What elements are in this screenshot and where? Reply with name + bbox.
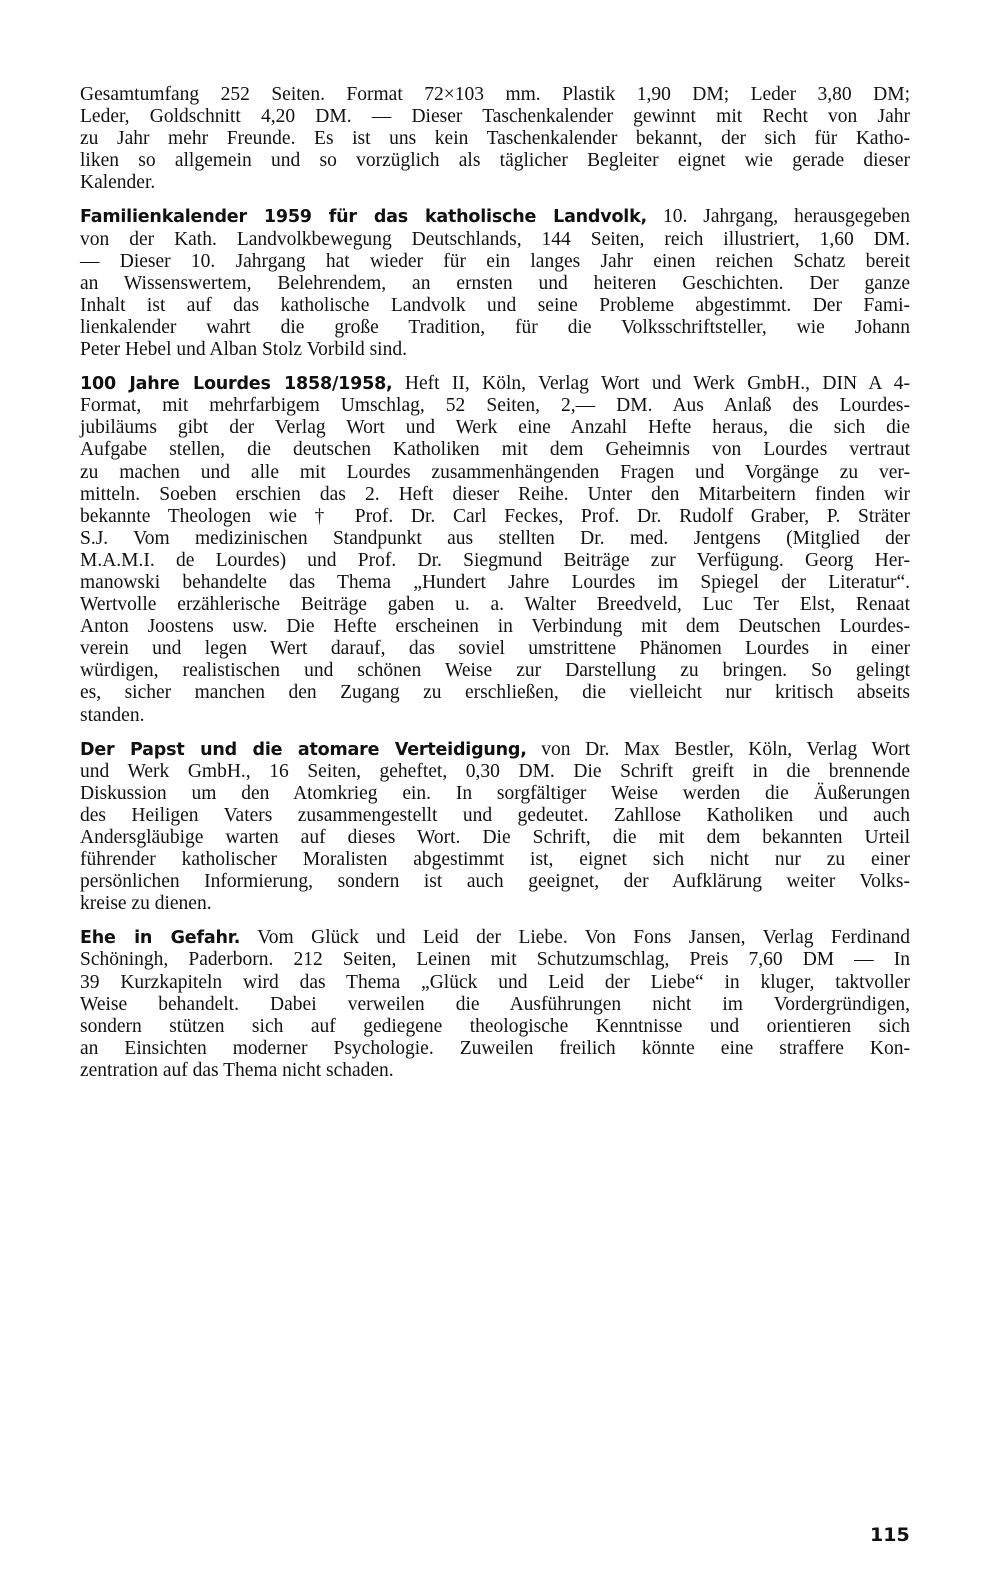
line-text: Wertvolle erzählerische Beiträge gaben u. a. Walter Breedveld, Luc Ter Elst, Renaat (80, 594, 910, 616)
text-line (80, 949, 910, 971)
line-text: liken so allgemein und so vorzüglich als täglicher Begleiter eignet wie gerade dieser (80, 150, 910, 172)
text-line (80, 506, 910, 528)
text-line (80, 1038, 910, 1060)
text-line (80, 638, 910, 660)
line-text: persönlichen Informierung, sondern ist auch geeignet, der Aufklärung weiter Volks- (80, 871, 910, 893)
line-text: bekannte Theologen wie † Prof. Dr. Carl Feckes, Prof. Dr. Rudolf Graber, P. Sträter (80, 505, 910, 527)
line-text: Andersgläubige warten auf dieses Wort. Die Schrift, die mit dem bekannten Urteil (80, 827, 910, 848)
line-text: und Werk GmbH., 16 Seiten, geheftet, 0,30 DM. Die Schrift greift in die brennende (80, 760, 910, 782)
line-text: von Dr. Max Bestler, Köln, Verlag Wort (526, 738, 910, 760)
text-line (80, 827, 910, 849)
text-line (80, 849, 910, 871)
text-line (80, 395, 910, 417)
text-line (80, 871, 910, 893)
line-text: S.J. Vom medizinischen Standpunkt aus stellten Dr. med. Jentgens (Mitglied der (80, 527, 910, 549)
text-line (80, 783, 910, 805)
text-line (80, 805, 910, 827)
line-text: Heft II, Köln, Verlag Wort und Werk GmbH., DIN A 4- (392, 373, 910, 395)
paragraph-papst (80, 739, 910, 916)
text-line (80, 373, 910, 395)
text-line (80, 273, 910, 295)
line-text: — Dieser 10. Jahrgang hat wieder für ein langes Jahr einen reichen Schatz bereit (80, 250, 910, 272)
text-line (80, 660, 910, 682)
line-text: kreise zu dienen. (80, 893, 212, 915)
line-text: standen. (80, 704, 145, 726)
line-text: des Heiligen Vaters zusammengestellt und gedeutet. Zahllose Katholiken und auch (80, 804, 910, 826)
paragraph-lourdes (80, 373, 910, 727)
text-line (80, 462, 910, 484)
line-text: mitteln. Soeben erschien das 2. Heft dieser Reihe. Unter den Mitarbeitern finden wir (80, 483, 910, 505)
text-line (80, 84, 910, 106)
text-line (80, 528, 910, 550)
text-line (80, 128, 910, 150)
text-line (80, 594, 910, 616)
line-text: es, sicher manchen den Zugang zu erschließen, die vielleicht nur kritisch abseits (80, 682, 910, 704)
entry-title: Familienkalender 1959 für das katholische Landvolk, (80, 207, 647, 228)
line-text: Aufgabe stellen, die deutschen Katholiken mit dem Geheimnis von Lourdes vertraut (80, 439, 910, 461)
line-text: Anton Joostens usw. Die Hefte erscheinen in Verbindung mit dem Deutschen Lourdes- (80, 616, 910, 638)
line-text: 39 Kurzkapiteln wird das Thema „Glück und Leid der Liebe“ in kluger, taktvoller (80, 971, 910, 993)
text-line (80, 229, 910, 251)
line-text: Diskussion um den Atomkrieg ein. In sorgfältiger Weise werden die Äußerungen (80, 782, 910, 804)
text-line (80, 739, 910, 761)
text-line (80, 172, 910, 194)
line-text: Gesamtumfang 252 Seiten. Format 72×103 mm. Plastik 1,90 DM; Leder 3,80 DM; (80, 84, 910, 105)
line-text: verein und legen Wert darauf, das soviel umstrittene Phänomen Lourdes in einer (80, 638, 910, 660)
line-text: 10. Jahrgang, herausgegeben (646, 206, 910, 228)
text-line (80, 339, 910, 361)
line-text: Weise behandelt. Dabei verweilen die Ausführungen nicht im Vordergründigen, (80, 993, 910, 1015)
text-line (80, 206, 910, 228)
line-text: an Einsichten moderner Psychologie. Zuweilen freilich könnte eine straffere Kon- (80, 1037, 910, 1059)
text-line (80, 972, 910, 994)
line-text: Kalender. (80, 172, 156, 194)
text-line (80, 484, 910, 506)
paragraph-ehe (80, 927, 910, 1082)
text-line (80, 106, 910, 128)
line-text: Vom Glück und Leid der Liebe. Von Fons Jansen, Verlag Ferdinand (240, 927, 910, 949)
line-text: würdigen, realistischen und schönen Weise zur Darstellung zu bringen. So gelingt (80, 660, 910, 682)
text-line (80, 572, 910, 594)
text-line (80, 616, 910, 638)
line-text: Format, mit mehrfarbigem Umschlag, 52 Seiten, 2,— DM. Aus Anlaß des Lourdes- (80, 395, 910, 417)
text-line (80, 761, 910, 783)
line-text: zentration auf das Thema nicht schaden. (80, 1059, 394, 1081)
line-text: manowski behandelte das Thema „Hundert Jahre Lourdes im Spiegel der Literatur“. (80, 571, 910, 593)
text-line (80, 550, 910, 572)
text-line (80, 1060, 910, 1082)
line-text: zu Jahr mehr Freunde. Es ist uns kein Taschenkalender bekannt, der sich für Katho- (80, 128, 910, 150)
text-line (80, 994, 910, 1016)
line-text: Leder, Goldschnitt 4,20 DM. — Dieser Taschenkalender gewinnt mit Recht von Jahr (80, 106, 910, 128)
line-text: Schöningh, Paderborn. 212 Seiten, Leinen mit Schutzumschlag, Preis 7,60 DM — In (80, 949, 910, 971)
text-line (80, 682, 910, 704)
page-number: 115 (870, 1524, 910, 1546)
line-text: an Wissenswertem, Belehrendem, an ernsten und heiteren Geschichten. Der ganze (80, 272, 910, 294)
paragraph-familienkalender (80, 206, 910, 361)
text-line (80, 417, 910, 439)
paragraph-taschenkalender (80, 84, 910, 194)
text-line (80, 927, 910, 949)
entry-title: Ehe in Gefahr. (80, 928, 241, 949)
line-text: von der Kath. Landvolkbewegung Deutschlands, 144 Seiten, reich illustriert, 1,60 DM. (80, 228, 910, 250)
text-line (80, 1016, 910, 1038)
text-line (80, 295, 910, 317)
text-line (80, 893, 910, 915)
line-text: M.A.M.I. de Lourdes) und Prof. Dr. Siegmund Beiträge zur Verfügung. Georg Her- (80, 549, 910, 571)
line-text: Peter Hebel und Alban Stolz Vorbild sind. (80, 339, 407, 361)
text-line (80, 317, 910, 339)
text-line (80, 150, 910, 172)
text-column (80, 84, 910, 1094)
line-text: jubiläums gibt der Verlag Wort und Werk eine Anzahl Hefte heraus, die sich die (80, 417, 910, 439)
line-text: führender katholischer Moralisten abgestimmt ist, eignet sich nicht nur zu einer (80, 849, 910, 871)
text-line (80, 439, 910, 461)
line-text: zu machen und alle mit Lourdes zusammenhängenden Fragen und Vorgänge zu ver- (80, 461, 910, 483)
entry-title: Der Papst und die atomare Verteidigung, (80, 739, 527, 760)
line-text: Inhalt ist auf das katholische Landvolk und seine Probleme abgestimmt. Der Fami- (80, 294, 910, 316)
line-text: lienkalender wahrt die große Tradition, für die Volksschriftsteller, wie Johann (80, 316, 910, 338)
entry-title: 100 Jahre Lourdes 1858/1958, (80, 374, 393, 395)
text-line (80, 705, 910, 727)
line-text: sondern stützen sich auf gediegene theologische Kenntnisse und orientieren sich (80, 1015, 910, 1037)
text-line (80, 251, 910, 273)
